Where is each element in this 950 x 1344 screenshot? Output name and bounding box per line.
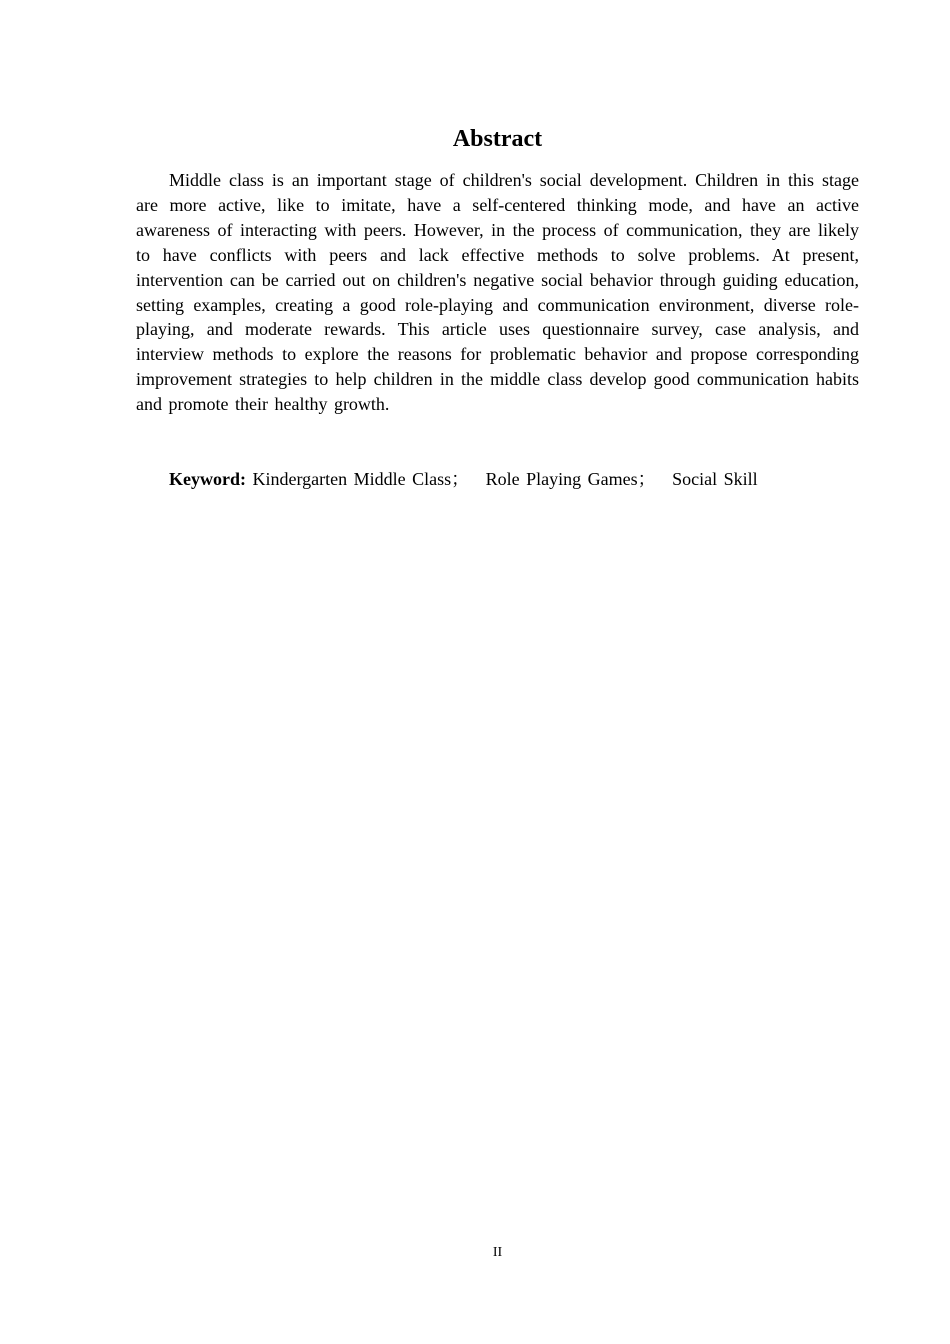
keyword-separator: ；: [637, 469, 656, 489]
abstract-title: Abstract: [452, 126, 543, 152]
keywords-line: [169, 467, 859, 492]
abstract-body: Middle class is an important stage of children's social development. Children in this stage are more active, like to imitate, have a self-centered thinking mode, and have an active awareness of interacting with peers. However, in the process of communication, they are likely to have conflicts with peers and lack effective methods to solve problems. At present, intervention can be carried out on children's negative social behavior through guiding education, setting examples, creating a good role-playing and communication environment, diverse role-playing, and moderate rewards. This article uses questionnaire survey, case analysis, and interview methods to explore the reasons for problematic behavior and propose corresponding improvement strategies to help children in the middle class develop good communication habits and promote their healthy growth.: [136, 170, 859, 415]
page-number: II: [492, 1245, 503, 1260]
keyword-separator: ；: [451, 469, 470, 489]
keyword-item: Social Skill: [672, 469, 758, 489]
keyword-item: Kindergarten Middle Class: [252, 469, 452, 489]
keyword-item: Role Playing Games: [485, 469, 638, 489]
keywords-label: Keyword:: [169, 469, 246, 489]
